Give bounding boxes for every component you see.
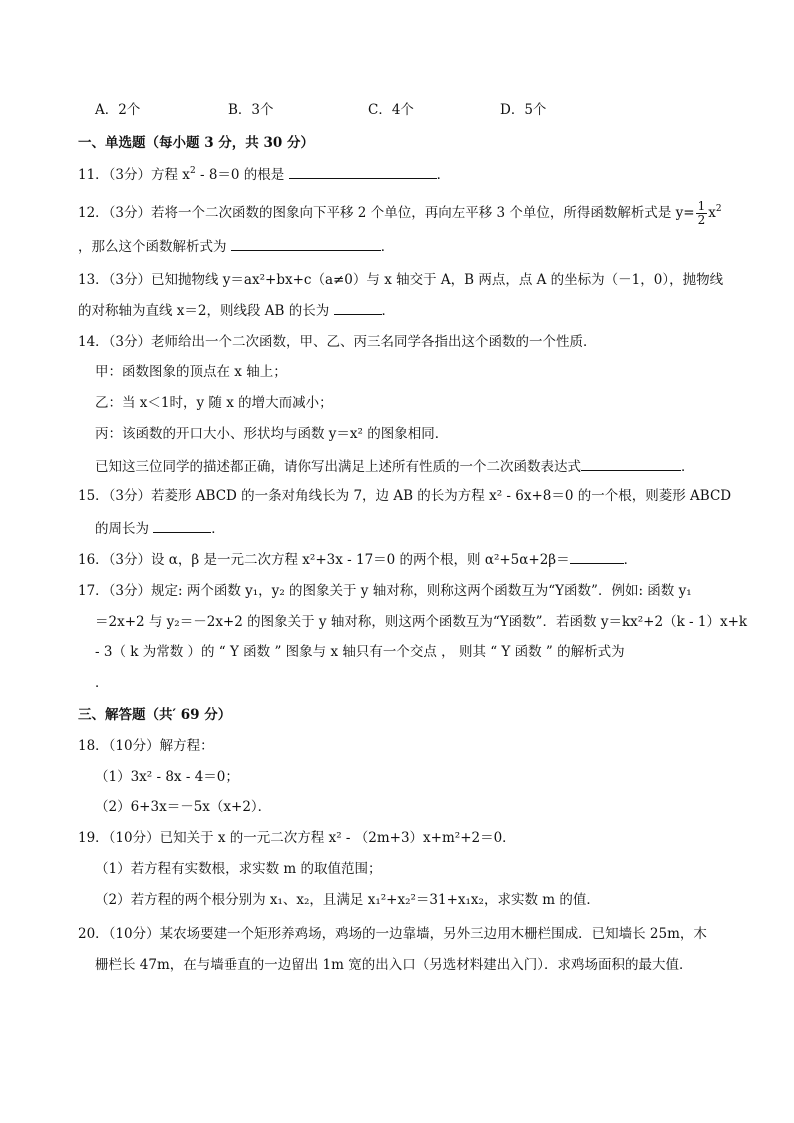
question-13: 13．（3分）已知抛物线 y＝ax²+bx+c（a≠0）与 x 轴交于 A，B 两点，点 A 的坐标为（－1，0），抛物线 xyxy=(78,272,724,288)
q12-fraction-denominator: 2 xyxy=(697,213,706,227)
question-17-line2: ＝2x+2 与 y₂＝－2x+2 的图象关于 y 轴对称，则这两个函数互为“Y函数”．若函数 y＝kx²+2（k - 1）x+k xyxy=(95,614,748,630)
question-12 xyxy=(78,200,722,227)
q11-end: ． xyxy=(436,167,451,183)
q14-answer-blank[interactable] xyxy=(581,456,681,471)
q14-text-final: 已知这三位同学的描述都正确，请你写出满足上述所有性质的一个二次函数表达式 xyxy=(95,459,581,475)
question-15: 15．（3分）若菱形 ABCD 的一条对角线长为 7，边 AB 的长为方程 x² - 6x+8＝0 的一个根，则菱形 ABCD xyxy=(78,488,732,504)
q18-part-2: （2）6+3x＝－5x（x+2）． xyxy=(95,799,272,815)
q18-part-1: （1）3x² - 8x - 4＝0； xyxy=(95,769,239,785)
section-heading-solutions: 三、解答题（共′ 69 分） xyxy=(78,707,232,723)
question-20-line2: 栅栏长 47m，在与墙垂直的一边留出 1m 宽的出入口（另选材料建出入门）．求鸡场面积的最大值． xyxy=(95,957,693,973)
option-a: A．2个 xyxy=(95,102,141,118)
question-12-line2 xyxy=(78,236,394,256)
question-14: 14．（3分）老师给出一个二次函数，甲、乙、丙三名同学各指出这个函数的一个性质． xyxy=(78,334,597,350)
q13-end: ． xyxy=(381,303,396,319)
q12-fraction-numerator: 1 xyxy=(697,199,706,213)
q12-text-line2: ，那么这个函数解析式为 xyxy=(78,239,227,255)
question-13-line2 xyxy=(78,300,395,320)
q16-text: 16．（3分）设 α，β 是一元二次方程 x²+3x - 17＝0 的两个根，则 α²+5α+2β＝ xyxy=(78,552,570,568)
q14-statement-yi: 乙：当 x＜1时，y 随 x 的增大而减小； xyxy=(95,395,333,411)
question-11 xyxy=(78,164,450,184)
section-heading-single-choice: 一、单选题（每小题 3 分，共 30 分） xyxy=(78,135,314,151)
option-d: D．5个 xyxy=(500,102,547,118)
q12-fraction xyxy=(696,200,708,227)
q14-end: ． xyxy=(681,459,695,475)
q11-exponent: 2 xyxy=(189,166,196,176)
q16-answer-blank[interactable] xyxy=(570,549,624,564)
option-c: C．4个 xyxy=(368,102,414,118)
q14-statement-jia: 甲：函数图象的顶点在 x 轴上； xyxy=(95,364,287,380)
q11-text: 11．（3分）方程 x xyxy=(78,167,190,183)
q15-text-line2: 的周长为 xyxy=(95,521,149,537)
q12-end: ． xyxy=(380,239,395,255)
question-16 xyxy=(78,549,637,569)
q12-tail-exponent: 2 xyxy=(715,204,722,214)
q12-tail: x xyxy=(708,205,716,221)
q14-final-line xyxy=(95,456,695,476)
q12-text: 12．（3分）若将一个二次函数的图象向下平移 2 个单位，再向左平移 3 个单位，所得函数解析式是 y= xyxy=(78,205,695,221)
q16-end: ． xyxy=(623,552,638,568)
q13-answer-blank[interactable] xyxy=(334,300,382,315)
q13-text-line2: 的对称轴为直线 x＝2，则线段 AB 的长为 xyxy=(78,303,330,319)
q11-text-post: - 8＝0 的根是 xyxy=(195,167,285,183)
question-17-line3: - 3（ k 为常数 ）的 “ Y 函数 ” 图象与 x 轴只有一个交点 ， 则其 “ Y 函数 ” 的解析式为 xyxy=(95,644,625,660)
q12-answer-blank[interactable] xyxy=(231,236,381,251)
option-b: B．3个 xyxy=(228,102,274,118)
question-17-line4: ． xyxy=(95,675,109,691)
q15-end: ． xyxy=(211,521,225,537)
question-20: 20．（10分）某农场要建一个矩形养鸡场，鸡场的一边靠墙，另外三边用木栅栏围成．已知墙长 25m，木 xyxy=(78,926,707,942)
question-19: 19．（10分）已知关于 x 的一元二次方程 x² - （2m+3）x+m²+2＝0． xyxy=(78,830,516,846)
question-17: 17．（3分）规定: 两个函数 y₁，y₂ 的图象关于 y 轴对称，则称这两个函数互为“Y函数”．例如: 函数 y₁ xyxy=(78,583,692,599)
q14-statement-bing: 丙：该函数的开口大小、形状均与函数 y＝x² 的图象相同． xyxy=(95,426,449,442)
q19-part-1: （1）若方程有实数根，求实数 m 的取值范围； xyxy=(95,861,382,877)
q15-answer-blank[interactable] xyxy=(153,518,211,533)
q19-part-2: （2）若方程的两个根分别为 x₁、x₂，且满足 x₁²+x₂²＝31+x₁x₂，求实数 m 的值． xyxy=(95,892,600,908)
question-15-line2 xyxy=(95,518,225,538)
q11-answer-blank[interactable] xyxy=(289,164,437,179)
question-18: 18．（10分）解方程： xyxy=(78,738,214,754)
